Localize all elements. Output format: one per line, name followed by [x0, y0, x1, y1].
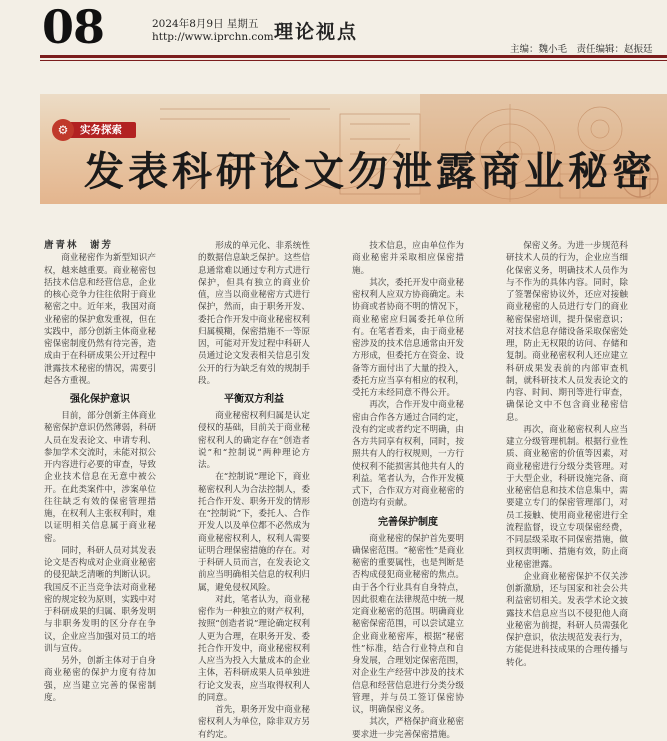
header-rule — [40, 55, 667, 58]
subheading: 完善保护制度 — [378, 516, 438, 528]
paragraph: 再次，合作开发中商业秘密由合作各方通过合同约定，没有约定或者约定不明确，由各方共同享有权利，同时，按照共有人的行权规则，一方行使权利不能损害其他共有人的利益。笔者认为，合作开发模式下，合作双方对商业秘密的创造均有贡献。 — [352, 400, 464, 509]
paragraph: 对此，笔者认为，商业秘密作为一种独立的财产权利，按照“创造者说”理论确定权利人更为合理，在职务开发、委托合作开发中，商业秘密权利人应当为投入大量成本的企业主体，若科研成果人员单独进行论文发表，应当取得权利人的同意。 — [198, 594, 310, 703]
issue-date: 2024年8月9日 星期五 — [152, 18, 259, 30]
website-url[interactable]: http://www.iprchn.com — [152, 31, 274, 43]
paragraph: 其次，委托开发中商业秘密权利人应双方协商确定。未协商或者协商不明的情况下，商业秘密应归属委托单位所有。在笔者看来，由于商业秘密涉及的技术信息通常由开发方形成，但委托方在资金、设备等方面付出了大量的投入，委托方应当享有相应的权利，受托方未经同意不得公开。 — [352, 277, 464, 398]
gear-icon: ⚙ — [52, 119, 74, 141]
editors-credit: 主编：魏小毛 责任编辑：赵振廷 — [510, 44, 653, 55]
paragraph: 同时，科研人员对其发表论文是否构成对企业商业秘密的侵犯缺乏清晰的判断认识。我国反不正当竞争法对商业秘密的规定较为原则，实践中对于科研成果的归属、职务发明与非职务发明的区分存在争议，企业应当加强对员工的培训与宣传。 — [44, 545, 156, 654]
paragraph: 其次，严格保护商业秘密要求进一步完善保密措施。 — [352, 717, 464, 740]
paragraph: 另外，创新主体对于自身商业秘密的保护力度有待加强，应当建立完善的保密制度。 — [44, 656, 156, 703]
paragraph: 商业秘密作为新型知识产权，越来越重要。商业秘密包括技术信息和经营信息，企业的核心竞争力往往依附于商业秘密之中。近年来，我国对商业秘密的保护愈发重视，但在实践中，部分创新主体商业秘密保密制度仍然有待完善，造成由于在科研成果公开过程中泄露技术秘密的情况，需要引起各方重视。 — [44, 253, 156, 386]
masthead — [0, 0, 667, 58]
badge-label: 实务探索 — [66, 122, 136, 138]
column-body — [198, 240, 310, 741]
paragraph: 技术信息，应由单位作为商业秘密并采取相应保密措施。 — [352, 241, 464, 276]
column-body — [506, 240, 628, 669]
paragraph: 再次，商业秘密权利人应当建立分级管理机制。根据行业性质、商业秘密的价值等因素，对商业秘密进行分级分类管理。对于大型企业，科研设施完备、商业秘密信息和技术信息集中，需要建立专门的保密管理部门，对员工接触、使用商业秘密进行全流程监督，设立专项保密经费，不同层级采取不同保密措施，做到权责明晰、措施有效，防止商业秘密泄露。 — [506, 424, 628, 570]
article-column-4 — [506, 240, 628, 705]
subheading: 平衡双方利益 — [224, 394, 284, 405]
header-rule-thin — [40, 60, 667, 61]
column-badge — [52, 119, 136, 141]
page-number: 08 — [42, 0, 105, 54]
subheading: 强化保护意识 — [70, 394, 130, 405]
section-title: 理论视点 — [274, 21, 359, 43]
article-column-2 — [198, 240, 310, 740]
paragraph: 商业秘密权利归属是认定侵权的基础，目前关于商业秘密权利人的确定存在“创造者说”和“控制说”两种理论方法。 — [198, 411, 310, 470]
column-body — [44, 252, 156, 704]
paragraph: 形成的单元化、非系统性的数据信息缺乏保护。这些信息通常难以通过专利方式进行保护，但具有独立的商业价值，应当以商业秘密方式进行保护，然而，由于职务开发、委托合作开发中商业秘密权利归属模糊，保密措施不一等原因，可能对开发过程中科研人员通过论文发表相关信息引发公开的行为缺乏有效的规制手段。 — [198, 241, 310, 386]
article-headline: 发表科研论文勿泄露商业秘密 — [84, 148, 656, 195]
paragraph: 保密义务。为进一步规范科研技术人员的行为，企业应当细化保密义务，明确技术人员作为与不作为的具体内容。同时，除了签署保密协议外，还应对接触商业秘密的人员进行专门的商业秘密保密培训，提升保密意识；对技术信息存储设备采取保密处理，防止无权限的访问、存储和复制。商业秘密权利人还应建立科研成果发表前的内部审查机制，就科研技术人员发表论文的内容、时间、期刊等进行审查，确保论文中不包含商业秘密信息。 — [506, 241, 628, 423]
paragraph: 目前，部分创新主体商业秘密保护意识仍然薄弱，科研人员在发表论文、申请专利、参加学术交流时，未能对拟公开内容进行必要的审查，导致企业技术信息在无意中被公开。在此类案件中，涉案单位往往缺乏有效的保密管理措施，在权利人主张权利时，难以证明相关信息属于商业秘密。 — [44, 411, 156, 544]
column-body — [352, 240, 464, 741]
article-column-1 — [44, 240, 156, 705]
paragraph: 在“控制说”理论下，商业秘密权利人为合法控制人，委托合作开发、职务开发的情形在“控制说”下，委托人、合作开发人以及单位都不必然成为商业秘密权利人，权利人需要证明合理保密措施的存在。对于科研人员而言，在发表论文前应当明确相关信息的权利归属，避免侵权风险。 — [198, 472, 310, 593]
paragraph: 商业秘密的保护首先要明确保密范围。“秘密性”是商业秘密的重要属性，也是判断是否构成侵犯商业秘密的焦点。由于各个行业具有自身特点，因此很难在法律规范中统一规定商业秘密的范围。明确商业秘密保密范围，可以尝试建立企业商业秘密库，根据“秘密性”标准，结合行业特点和自身发展，合理划定保密范围，对企业生产经营中涉及的技术信息和经营信息进行分类分级管理，并与员工签订保密协议，明确保密义务。 — [352, 533, 464, 715]
paragraph: 企业商业秘密保护不仅关涉创新激励，还与国家和社会公共利益密切相关。发表学术论文披露技术信息应当以不侵犯他人商业秘密为前提，科研人员需强化保护意识，依法规范发表行为，方能促进科技成果的合理传播与转化。 — [506, 571, 628, 668]
article-byline: 唐青林 谢芳 — [44, 240, 114, 251]
paragraph: 首先，职务开发中商业秘密权利人为单位，除非双方另有约定。 — [198, 705, 310, 740]
article-column-3 — [352, 240, 464, 740]
